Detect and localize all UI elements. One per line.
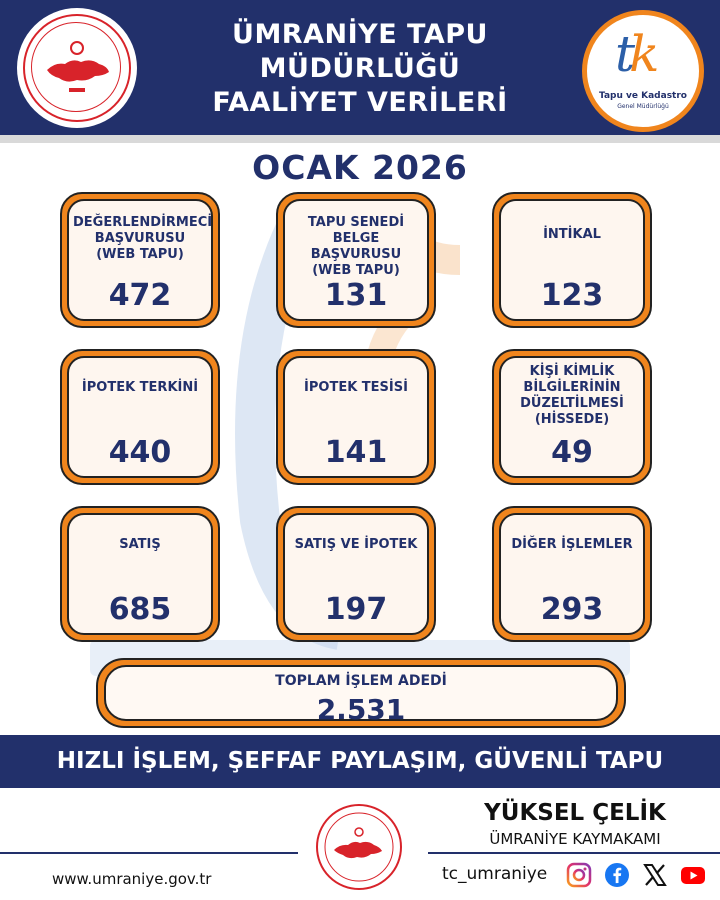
stat-label: SATIŞ <box>119 537 161 552</box>
stat-card-ipotek-terkini <box>60 349 220 485</box>
stat-label: İNTİKAL <box>543 227 601 242</box>
title-line-1: ÜMRANİYE TAPU <box>232 19 488 50</box>
stat-card-tapu-senedi <box>276 192 436 328</box>
title-line-3: FAALİYET VERİLERİ <box>212 87 508 118</box>
slogan-banner <box>0 735 720 788</box>
stat-card-kisi-kimlik <box>492 349 652 485</box>
stat-label: İPOTEK TESİSİ <box>304 380 408 395</box>
youtube-icon[interactable] <box>680 862 706 888</box>
period-heading: OCAK 2026 <box>252 148 468 187</box>
x-icon[interactable] <box>642 862 668 888</box>
signer-title: ÜMRANİYE KAYMAKAMI <box>489 830 661 848</box>
total-label: TOPLAM İŞLEM ADEDİ <box>275 673 447 689</box>
stat-value: 685 <box>108 592 172 627</box>
stat-label: İPOTEK TERKİNİ <box>81 380 199 395</box>
stat-label: DEĞERLENDİRMECİ BAŞVURUSU (WEB TAPU) <box>73 215 213 262</box>
header-banner <box>0 0 720 135</box>
total-card <box>96 658 626 728</box>
facebook-icon[interactable] <box>604 862 630 888</box>
header-divider <box>0 135 720 143</box>
signer-name: YÜKSEL ÇELİK <box>484 800 666 826</box>
kaymakamlik-seal-logo <box>17 8 137 128</box>
page-title <box>160 18 560 120</box>
stat-card-satis-ve-ipotek <box>276 506 436 642</box>
stat-label: KİŞİ KİMLİK BİLGİLERİNİN DÜZELTİLMESİ (HİSSEDE) <box>520 364 624 427</box>
stat-label: SATIŞ VE İPOTEK <box>294 537 418 552</box>
website-link[interactable]: www.umraniye.gov.tr <box>52 870 212 888</box>
stat-label: DİĞER İŞLEMLER <box>511 537 633 552</box>
stat-value: 49 <box>551 435 593 470</box>
stat-value: 197 <box>324 592 388 627</box>
stat-card-ipotek-tesisi <box>276 349 436 485</box>
stat-card-intikal <box>492 192 652 328</box>
stat-value: 123 <box>540 278 604 313</box>
social-handle[interactable]: tc_umraniye <box>442 864 548 884</box>
instagram-icon[interactable] <box>566 862 592 888</box>
stat-value: 472 <box>108 278 172 313</box>
stat-value: 293 <box>540 592 604 627</box>
slogan-text: HIZLI İŞLEM, ŞEFFAF PAYLAŞIM, GÜVENLİ TAPU <box>56 748 664 774</box>
footer-divider-left <box>0 852 298 854</box>
logo-sublabel: Genel Müdürlüğü <box>617 103 669 110</box>
title-line-2: MÜDÜRLÜĞÜ <box>259 53 461 84</box>
footer-divider-right <box>428 852 720 854</box>
stat-label: TAPU SENEDİ BELGE BAŞVURUSU (WEB TAPU) <box>307 215 405 278</box>
stat-value: 141 <box>324 435 388 470</box>
stat-value: 131 <box>324 278 388 313</box>
logo-label: Tapu ve Kadastro <box>599 91 687 101</box>
stat-card-degerlendirmeci <box>60 192 220 328</box>
stat-value: 440 <box>108 435 172 470</box>
kaymakamlik-seal-small-logo <box>312 800 406 894</box>
total-value: 2.531 <box>316 693 406 726</box>
tapu-kadastro-logo: tk Tapu ve Kadastro Genel Müdürlüğü <box>582 10 704 132</box>
stat-card-diger-islemler <box>492 506 652 642</box>
stat-card-satis <box>60 506 220 642</box>
